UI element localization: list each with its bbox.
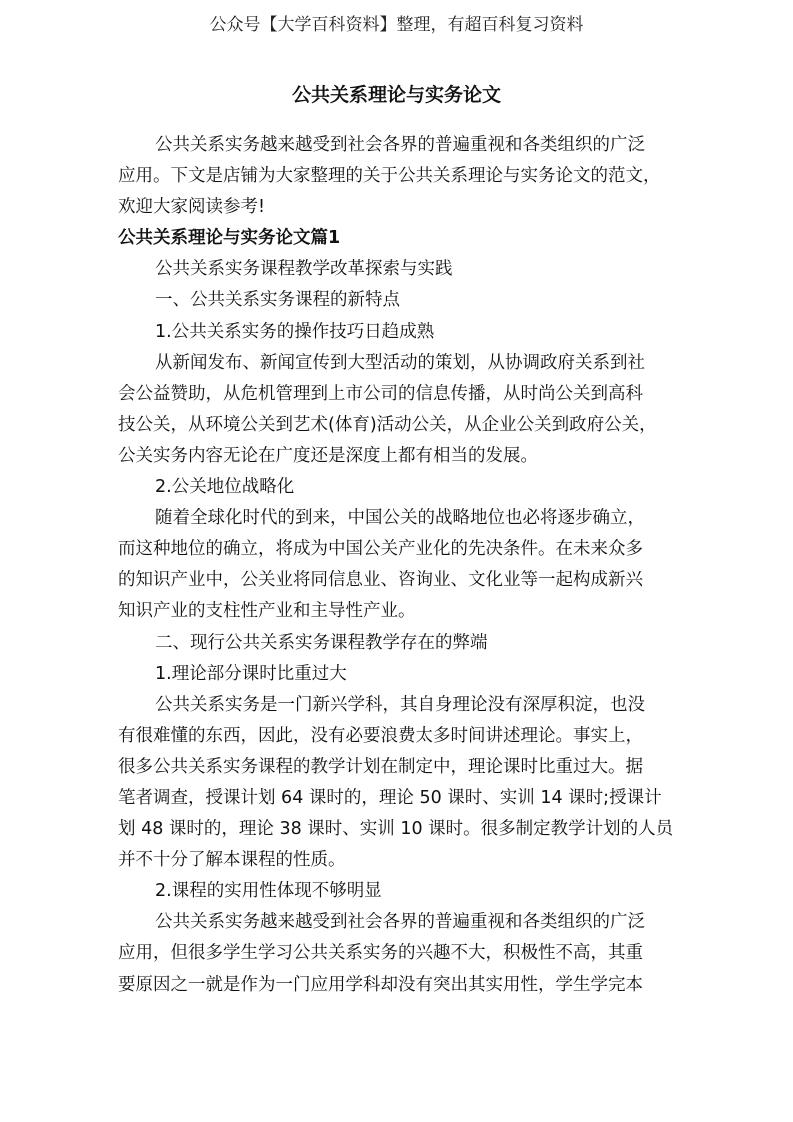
text-line: 随着全球化时代的到来，中国公关的战略地位也必将逐步确立，: [155, 508, 645, 529]
subheading: 2.公关地位战略化: [155, 477, 295, 498]
document-body: [118, 130, 678, 1001]
text-line: 应用，但很多学生学习公共关系实务的兴趣不大，积极性不高，其重: [118, 943, 643, 964]
text-line: 有很难懂的东西，因此，没有必要浪费太多时间讲述理论。事实上，: [118, 725, 643, 746]
text-line: 知识产业的支柱性产业和主导性产业。: [118, 601, 416, 622]
document-title: 公共关系理论与实务论文: [291, 84, 501, 106]
subheading: 1.理论部分课时比重过大: [155, 663, 347, 684]
section-heading-1: 一、公共关系实务课程的新特点: [155, 290, 400, 311]
text-line: 而这种地位的确立，将成为中国公关产业化的先决条件。在未来众多: [118, 539, 643, 560]
section-heading-2: 二、现行公共关系实务课程教学存在的弊端: [155, 632, 488, 653]
text-line: 公共关系实务越来越受到社会各界的普遍重视和各类组织的广泛: [155, 135, 645, 155]
text-line: 要原因之一就是作为一门应用学科却没有突出其实用性，学生学完本: [118, 974, 643, 995]
section-heading: 公共关系理论与实务论文篇1: [118, 228, 341, 249]
subheading: 1.公共关系实务的操作技巧日趋成熟: [155, 321, 435, 342]
text-line: 欢迎大家阅读参考!: [118, 197, 266, 218]
text-line: 很多公共关系实务课程的教学计划在制定中，理论课时比重过大。据: [118, 756, 643, 777]
text-line: 划 48 课时的，理论 38 课时、实训 10 课时。很多制定教学计划的人员: [118, 819, 674, 840]
text-line: 并不十分了解本课程的性质。: [118, 850, 346, 871]
text-line: 公关实务内容无论在广度还是深度上都有相当的发展。: [118, 445, 538, 466]
text-line: 笔者调查，授课计划 64 课时的，理论 50 课时、实训 14 课时;授课计: [118, 787, 662, 808]
text-line: 应用。下文是店铺为大家整理的关于公共关系理论与实务论文的范文，: [118, 166, 661, 187]
subheading: 2.课程的实用性体现不够明显: [155, 881, 382, 902]
text-line: 的知识产业中，公关业将同信息业、咨询业、文化业等一起构成新兴: [118, 570, 643, 591]
text-line: 会公益赞助，从危机管理到上市公司的信息传播，从时尚公关到高科: [118, 383, 643, 404]
page-header: 公众号【大学百科资料】整理，有超百科复习资料: [209, 15, 584, 35]
text-line: 公共关系实务是一门新兴学科，其自身理论没有深厚积淀，也没: [155, 694, 645, 715]
subtitle-line: 公共关系实务课程教学改革探索与实践: [155, 259, 453, 280]
text-line: 公共关系实务越来越受到社会各界的普遍重视和各类组织的广泛: [155, 912, 645, 933]
text-line: 技公关，从环境公关到艺术(体育)活动公关，从企业公关到政府公关，: [118, 414, 657, 435]
text-line: 从新闻发布、新闻宣传到大型活动的策划，从协调政府关系到社: [155, 352, 645, 373]
